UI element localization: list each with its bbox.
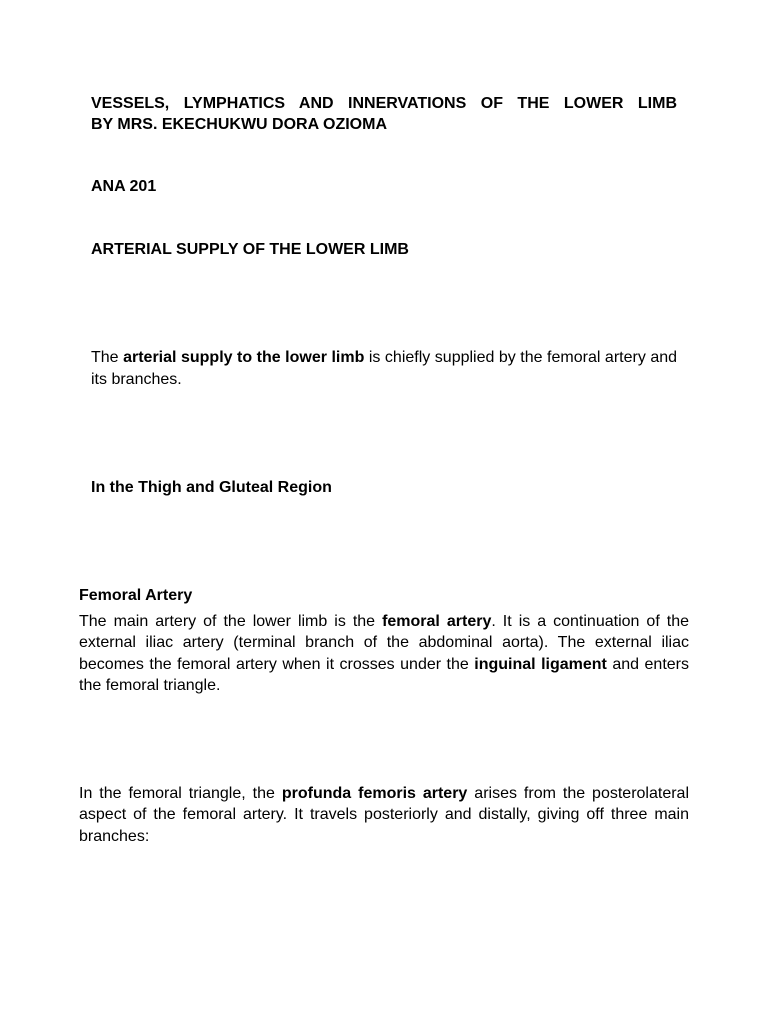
femoral-artery-paragraph bbox=[79, 611, 689, 696]
document-title bbox=[91, 93, 677, 135]
profunda-text-1: In the femoral triangle, the bbox=[79, 785, 282, 802]
subsection-heading: In the Thigh and Gluteal Region bbox=[91, 479, 332, 496]
intro-text-bold: arterial supply to the lower limb bbox=[123, 349, 365, 366]
femoral-text-2: . It is a continuation of the external iliac artery (terminal branch of the abdominal aorta). The external iliac becomes the femoral artery when it crosses under the bbox=[79, 613, 690, 673]
profunda-femoris-paragraph bbox=[79, 783, 689, 847]
course-code: ANA 201 bbox=[91, 178, 157, 195]
femoral-text-bold-1: femoral artery bbox=[382, 613, 492, 630]
section-heading: ARTERIAL SUPPLY OF THE LOWER LIMB bbox=[91, 241, 409, 258]
intro-paragraph bbox=[91, 347, 677, 391]
intro-text-pre: The bbox=[91, 349, 124, 366]
femoral-text-bold-2: inguinal ligament bbox=[474, 655, 607, 673]
profunda-text-bold-1: profunda femoris artery bbox=[281, 785, 468, 802]
profunda-text-2: arises from the posterolateral aspect of the femoral artery. It travels posteriorly and distally, giving off three main branches: bbox=[79, 785, 690, 845]
title-line-1: VESSELS, LYMPHATICS AND INNERVATIONS OF THE LOWER LIMB bbox=[91, 95, 677, 112]
femoral-text-3: and enters the femoral triangle. bbox=[79, 655, 689, 694]
intro-text-post: is chiefly supplied by the femoral artery and its branches. bbox=[91, 349, 678, 388]
femoral-text-1: The main artery of the lower limb is the bbox=[79, 613, 383, 630]
femoral-artery-heading: Femoral Artery bbox=[79, 587, 193, 604]
title-line-2: BY MRS. EKECHUKWU DORA OZIOMA bbox=[91, 116, 387, 133]
